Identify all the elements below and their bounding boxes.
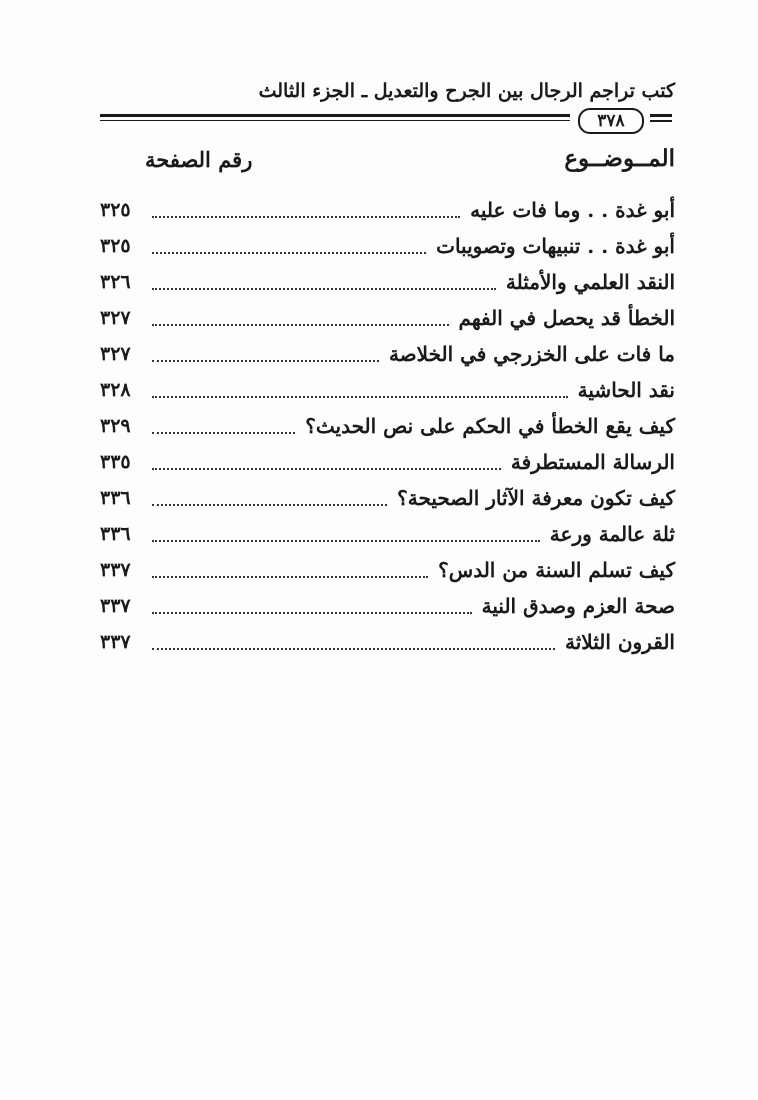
dot-leader bbox=[152, 324, 449, 326]
toc-entry-title: كيف تكون معرفة الآثار الصحيحة؟ bbox=[397, 486, 675, 510]
toc-entry-title: أبو غدة . . تنبيهات وتصويبات bbox=[436, 234, 675, 258]
running-header-title: كتب تراجم الرجال بين الجرح والتعديل ـ الجزء الثالث bbox=[258, 80, 675, 102]
toc-entry bbox=[100, 372, 675, 408]
header-rule-thin bbox=[100, 120, 570, 121]
header-rule-right-thin bbox=[650, 120, 672, 122]
toc-entry-page: ٣٣٦ bbox=[100, 523, 131, 545]
toc-entry-title: النقد العلمي والأمثلة bbox=[505, 270, 675, 294]
toc-entry bbox=[100, 408, 675, 444]
dot-leader bbox=[152, 540, 540, 542]
toc-entry-page: ٣٣٦ bbox=[100, 487, 131, 509]
toc-entry-title: ما فات على الخزرجي في الخلاصة bbox=[388, 342, 675, 366]
toc-entry-title: الرسالة المستطرفة bbox=[510, 450, 675, 474]
toc-entry-title: ثلة عالمة ورعة bbox=[549, 522, 675, 546]
dot-leader bbox=[152, 360, 379, 362]
dot-leader bbox=[152, 648, 555, 650]
dot-leader bbox=[152, 504, 387, 506]
toc-entry bbox=[100, 552, 675, 588]
table-of-contents bbox=[100, 192, 675, 660]
toc-entry-page: ٣٢٥ bbox=[100, 235, 131, 257]
header-rule bbox=[100, 108, 675, 131]
toc-entry bbox=[100, 228, 675, 264]
toc-entry-page: ٣٢٦ bbox=[100, 271, 131, 293]
dot-leader bbox=[152, 288, 496, 290]
header-rule-right-thick bbox=[650, 114, 672, 117]
toc-column-headers bbox=[100, 145, 675, 179]
dot-leader bbox=[152, 468, 501, 470]
toc-entry-page: ٣٢٨ bbox=[100, 379, 131, 401]
toc-entry-page: ٣٣٥ bbox=[100, 451, 131, 473]
toc-entry bbox=[100, 444, 675, 480]
toc-entry bbox=[100, 588, 675, 624]
toc-entry-page: ٣٣٧ bbox=[100, 631, 131, 653]
dot-leader bbox=[152, 216, 460, 218]
toc-entry-title: صحة العزم وصدق النية bbox=[481, 594, 675, 618]
page-header bbox=[100, 80, 675, 110]
toc-entry-page: ٣٢٧ bbox=[100, 343, 131, 365]
toc-entry-title: القرون الثلاثة bbox=[564, 630, 675, 654]
dot-leader bbox=[152, 576, 428, 578]
toc-entry bbox=[100, 192, 675, 228]
toc-entry-page: ٣٢٩ bbox=[100, 415, 131, 437]
toc-entry bbox=[100, 516, 675, 552]
toc-entry-title: الخطأ قد يحصل في الفهم bbox=[458, 306, 675, 330]
toc-entry-title: نقد الحاشية bbox=[577, 378, 675, 402]
dot-leader bbox=[152, 396, 568, 398]
toc-entry-title: كيف تسلم السنة من الدس؟ bbox=[438, 558, 675, 582]
page-column-header: رقم الصفحة bbox=[145, 147, 253, 172]
toc-entry bbox=[100, 624, 675, 660]
dot-leader bbox=[152, 432, 295, 434]
toc-entry bbox=[100, 480, 675, 516]
page-number: ٣٧٨ bbox=[578, 108, 644, 134]
toc-entry bbox=[100, 264, 675, 300]
toc-entry-page: ٣٣٧ bbox=[100, 559, 131, 581]
topic-column-header: المــوضــوع bbox=[564, 145, 675, 172]
toc-entry-title: كيف يقع الخطأ في الحكم على نص الحديث؟ bbox=[305, 414, 675, 438]
toc-entry bbox=[100, 336, 675, 372]
dot-leader bbox=[152, 612, 472, 614]
toc-entry-page: ٣٢٧ bbox=[100, 307, 131, 329]
header-rule-thick bbox=[100, 114, 570, 117]
dot-leader bbox=[152, 252, 426, 254]
toc-entry-page: ٣٢٥ bbox=[100, 199, 131, 221]
toc-entry-title: أبو غدة . . وما فات عليه bbox=[470, 198, 675, 222]
toc-entry bbox=[100, 300, 675, 336]
toc-entry-page: ٣٣٧ bbox=[100, 595, 131, 617]
